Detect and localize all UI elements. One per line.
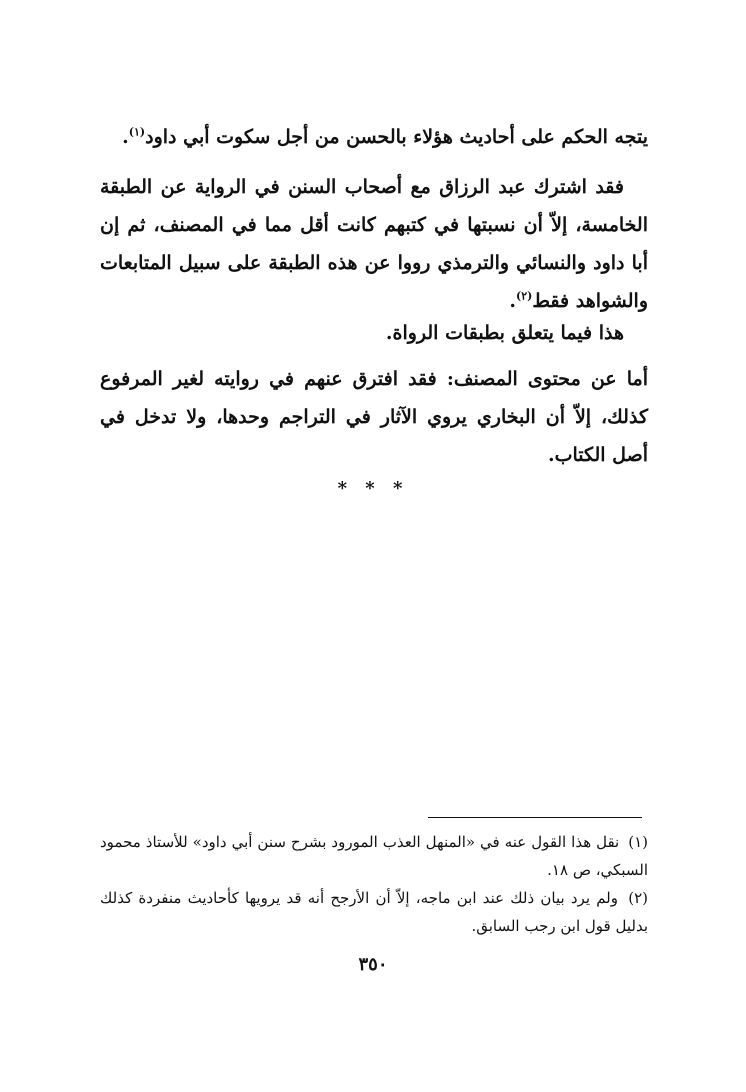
footnote-marker-2[interactable]: (٢) [516, 289, 533, 303]
footnote-1-text: نقل هذا القول عنه في «المنهل العذب المورود بشرح سنن أبي داود» للأستاذ محمود السبكي، ص ١٨. [100, 833, 648, 879]
page-number: ٣٥٠ [358, 954, 388, 975]
paragraph-1-end: . [122, 126, 129, 148]
paragraph-1-text: يتجه الحكم على أحاديث هؤلاء بالحسن من أجل سكوت أبي داود [145, 126, 648, 148]
footnote-2-text: ولم يرد بيان ذلك عند ابن ماجه، إلاّ أن الأرجح أنه قد يرويها كأحاديث منفردة كذلك بدليل قول ابن رجب السابق. [100, 889, 648, 935]
paragraph-2-text: فقد اشترك عبد الرزاق مع أصحاب السنن في الرواية عن الطبقة الخامسة، إلاّ أن نسبتها في كتبهم كانت أقل مما في المصنف، ثم إن أبا داود والنسائي والترمذي رووا عن هذه الطبقة على سبيل المتابعات والشواهد فقط [100, 176, 648, 312]
footnote-2-number: (٢) [628, 889, 648, 907]
paragraph-4-text: أما عن محتوى المصنف: فقد افترق عنهم في روايته لغير المرفوع كذلك، إلاّ أن البخاري يروي الآثار في التراجم وحدها، ولا تدخل في أصل الكتاب. [100, 368, 648, 466]
paragraph-4 [100, 360, 648, 474]
paragraph-2 [100, 168, 648, 320]
section-separator: * * * [337, 478, 409, 499]
footnote-1-number: (١) [628, 833, 648, 851]
paragraph-1 [100, 118, 648, 156]
paragraph-3-text: هذا فيما يتعلق بطبقات الرواة. [385, 322, 624, 344]
footnote-marker-1[interactable]: (١) [128, 125, 146, 139]
paragraph-2-end: . [509, 290, 517, 312]
footnote-1 [100, 828, 648, 884]
paragraph-3 [100, 314, 648, 352]
footnote-divider [428, 817, 642, 818]
footnote-2 [100, 884, 648, 940]
